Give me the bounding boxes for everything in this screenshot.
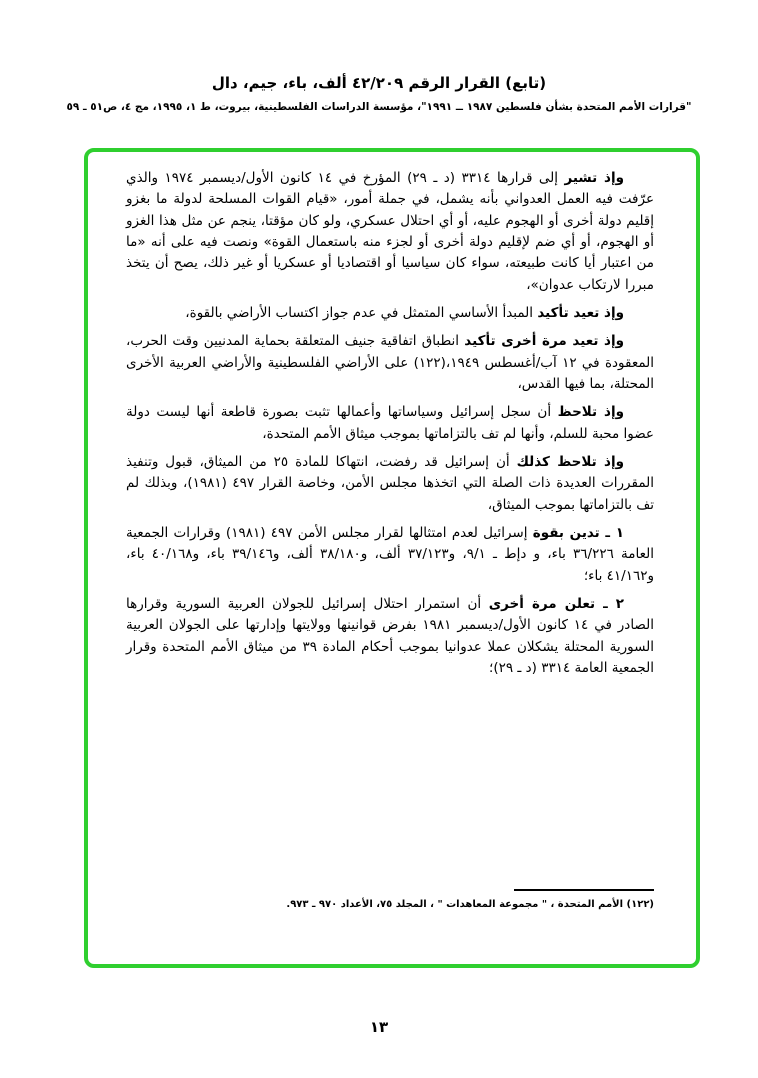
preambular-paragraph-4 bbox=[126, 402, 654, 445]
preambular-paragraph-1 bbox=[126, 168, 654, 296]
footnote-area bbox=[126, 889, 654, 912]
paragraph-lead: وإذ تعيد مرة أخرى تأكيد bbox=[464, 333, 624, 350]
paragraph-lead: وإذ تلاحظ كذلك bbox=[516, 453, 624, 470]
paragraph-lead: ٢ ـ تعلن مرة أخرى bbox=[488, 595, 624, 612]
operative-paragraph-1 bbox=[126, 523, 654, 587]
paragraph-lead: وإذ تشير bbox=[564, 170, 624, 186]
paragraph-lead: وإذ تلاحظ bbox=[557, 404, 624, 421]
resolution-text bbox=[126, 168, 654, 679]
paragraph-text: أن سجل إسرائيل وسياساتها وأعمالها تثبت بصورة قاطعة أنها ليست دولة عضوا محبة للسلم، وأنها لم تف بالتزاماتها بموجب ميثاق الأمم المتحدة، bbox=[126, 404, 654, 442]
paragraph-text: المبدأ الأساسي المتمثل في عدم جواز اكتساب الأراضي بالقوة، bbox=[185, 304, 538, 321]
paragraph-text: أن إسرائيل قد رفضت، انتهاكا للمادة ٢٥ من الميثاق، قبول وتنفيذ المقررات العديدة ذات الصلة التي اتخذها مجلس الأمن، وخاصة القرار ٤٩٧ (١٩٨١)، وبذلك لم تف بالتزاماتها بموجب الميثاق، bbox=[126, 453, 655, 513]
footnote-separator bbox=[514, 889, 654, 891]
paragraph-text: إلى قرارها ٣٣١٤ (د ـ ٢٩) المؤرخ في ١٤ كانون الأول/ديسمبر ١٩٧٤ والذي عرّفت فيه العمل العدواني بأنه يشمل، في جملة أمور، «قيام القوات المسلحة لدولة ما بغزو إقليم دولة أخرى أو الهجوم عليه، أو أي احتلال عسكري، ولو كان مؤقتا، ينجم عن مثل هذا الغزو أو الهجوم، أو أي ضم لإقليم دولة أخرى أو لجزء منه باستعمال القوة» ونصت فيه على أنه «ما من اعتبار أيا كانت طبيعته، سواء كان سياسيا أو اقتصاديا أو عسكريا أو غير ذلك، يصح أن يتخذ مبررا لارتكاب عدوان»، bbox=[126, 170, 654, 293]
preambular-paragraph-3 bbox=[126, 331, 654, 395]
paragraph-lead: ١ ـ تدين بقوة bbox=[532, 524, 624, 541]
preambular-paragraph-2 bbox=[126, 303, 654, 324]
footnote-text: (١٢٢) الأمم المتحدة ، " مجموعة المعاهدات " ، المجلد ٧٥، الأعداد ٩٧٠ ـ ٩٧٣. bbox=[286, 899, 654, 910]
content-box bbox=[84, 148, 700, 968]
paragraph-lead: وإذ تعيد تأكيد bbox=[537, 304, 624, 321]
document-header bbox=[0, 0, 758, 113]
header-source: "قرارات الأمم المتحدة بشأن فلسطين ١٩٨٧ ــ ١٩٩١"، مؤسسة الدراسات الفلسطينية، بيروت، ط ١، ١٩٩٥، مج ٤، ص٥١ ـ ٥٩ bbox=[66, 101, 692, 113]
paragraph-text: إسرائيل لعدم امتثالها لقرار مجلس الأمن ٤٩٧ (١٩٨١) وقرارات الجمعية العامة ٣٦/٢٢٦ باء، و دإط ـ ٩/١، و٣٧/١٢٣ ألف، و٣٨/١٨٠ ألف، و٣٩/١٤٦ باء، و٤٠/١٦٨ باء، و٤١/١٦٢ باء؛ bbox=[126, 524, 654, 584]
paragraph-text: انطباق اتفاقية جنيف المتعلقة بحماية المدنيين وقت الحرب، المعقودة في ١٢ آب/أغسطس ١٩٤٩،(١٢٢) على الأراضي الفلسطينية والأراضي العربية الأخرى المحتلة، بما فيها القدس، bbox=[126, 333, 655, 392]
page-number: ١٣ bbox=[369, 1018, 389, 1036]
preambular-paragraph-5 bbox=[126, 452, 654, 516]
paragraph-text: أن استمرار احتلال إسرائيل للجولان العربية السورية وقرارها الصادر في ١٤ كانون الأول/ديسمبر ١٩٨١ بفرض قوانينها وولايتها وإدارتها على الجولان العربية السورية المحتلة يشكلان عملا عدوانيا بموجب أحكام المادة ٣٩ من ميثاق الأمم المتحدة وقرار الجمعية العامة ٣٣١٤ (د ـ ٢٩)؛ bbox=[126, 595, 655, 676]
operative-paragraph-2 bbox=[126, 594, 654, 679]
header-title: (تابع) القرار الرقم ٤٢/٢٠٩ ألف، باء، جيم، دال bbox=[211, 74, 547, 92]
